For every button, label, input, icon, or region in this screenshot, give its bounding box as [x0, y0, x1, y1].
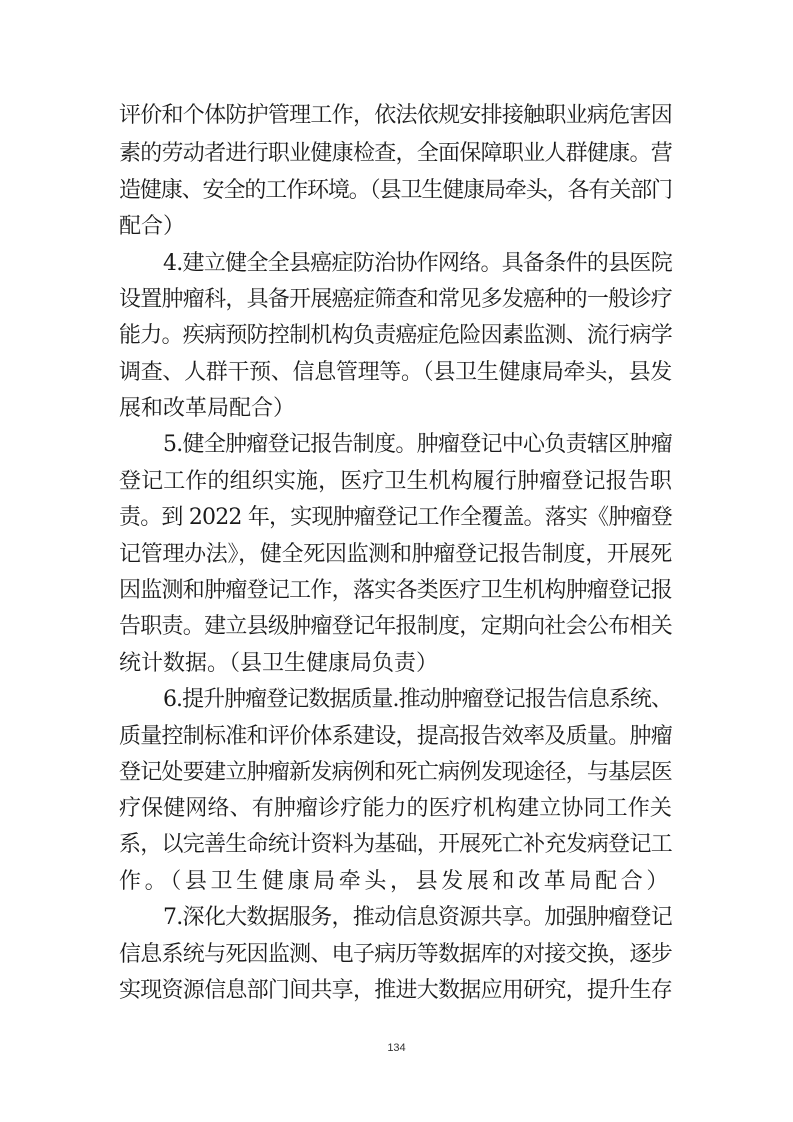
text-line: 造健康、安全的工作环境。（县卫生健康局牵头，各有关部门: [119, 178, 672, 203]
text-line: 展和改革局配合）: [119, 396, 296, 421]
text-line: 登记处要建立肿瘤新发病例和死亡病例发现途径，与基层医: [119, 760, 672, 785]
text-line: 统计数据。（县卫生健康局负责）: [119, 651, 439, 676]
text-line: 7.深化大数据服务，推动信息资源共享。加强肿瘤登记: [163, 905, 672, 930]
text-line: 4.建立健全全县癌症防治协作网络。具备条件的县医院: [163, 251, 672, 276]
text-line: 设置肿瘤科，具备开展癌症筛查和常见多发癌种的一般诊疗: [119, 287, 672, 312]
text-line: 能力。疾病预防控制机构负责癌症危险因素监测、流行病学: [119, 323, 672, 348]
text-line: 系，以完善生命统计资料为基础，开展死亡补充发病登记工: [119, 832, 672, 857]
text-line: 实现资源信息部门间共享，推进大数据应用研究，提升生存: [119, 978, 672, 1003]
text-line: 6.提升肿瘤登记数据质量.推动肿瘤登记报告信息系统、: [163, 687, 672, 712]
text-line: 配合）: [119, 214, 186, 239]
text-line: 登记工作的组织实施，医疗卫生机构履行肿瘤登记报告职: [119, 469, 672, 494]
text-line: 评价和个体防护管理工作，依法依规安排接触职业病危害因: [119, 103, 672, 128]
text-line: 记管理办法》，健全死因监测和肿瘤登记报告制度，开展死: [119, 542, 672, 567]
text-line: 信息系统与死因监测、电子病历等数据库的对接交换，逐步: [119, 942, 672, 967]
text-line: 调查、人群干预、信息管理等。（县卫生健康局牵头，县发: [119, 360, 672, 385]
text-line: 告职责。建立县级肿瘤登记年报制度，定期向社会公布相关: [119, 614, 672, 639]
page-number: 134: [387, 1042, 406, 1054]
text-line: 疗保健网络、有肿瘤诊疗能力的医疗机构建立协同工作关: [119, 796, 672, 821]
text-line: 质量控制标准和评价体系建设，提高报告效率及质量。肿瘤: [119, 724, 672, 749]
text-line: 因监测和肿瘤登记工作，落实各类医疗卫生机构肿瘤登记报: [119, 578, 672, 603]
text-line: 素的劳动者进行职业健康检查，全面保障职业人群健康。营: [119, 141, 672, 166]
text-line: 责。到 2022 年，实现肿瘤登记工作全覆盖。落实《肿瘤登: [119, 505, 672, 530]
text-line: 5.健全肿瘤登记报告制度。肿瘤登记中心负责辖区肿瘤: [163, 432, 672, 457]
text-line: 作。（县卫生健康局牵头，县发展和改革局配合）: [119, 869, 672, 894]
